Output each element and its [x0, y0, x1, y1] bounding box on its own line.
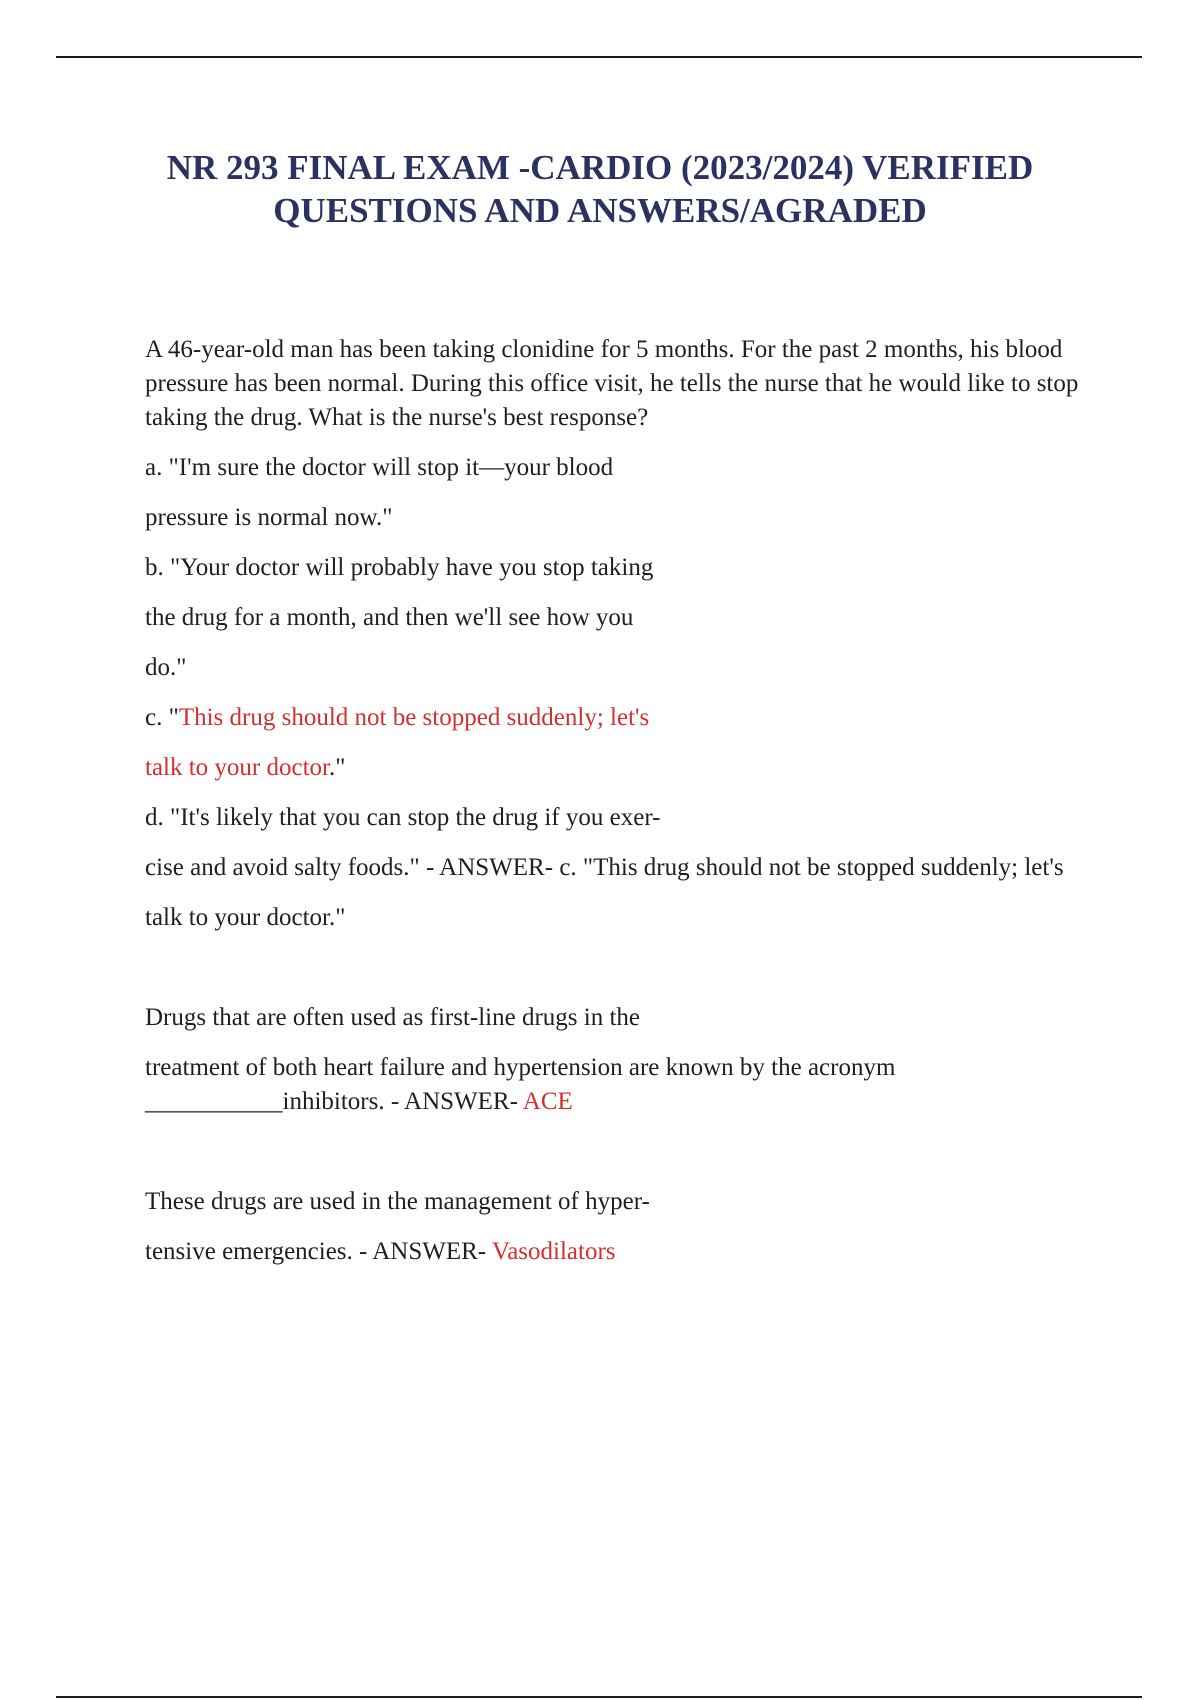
question-2-text: treatment of both heart failure and hypertension are known by the acronym ___________inhibitors. [145, 1054, 896, 1115]
option-c-prefix: c. " [145, 704, 179, 731]
question-1 [145, 333, 1085, 935]
question-2-line-1: Drugs that are often used as first-line drugs in the [145, 1004, 641, 1031]
option-c-line-1 [145, 701, 1085, 735]
question-3 [145, 1185, 1085, 1269]
option-b-line-1: b. "Your doctor will probably have you stop taking [145, 554, 654, 581]
option-a-line-1: a. "I'm sure the doctor will stop it—your blood [145, 454, 614, 481]
answer-marker: - ANSWER- [359, 1238, 492, 1265]
question-3-line-1: These drugs are used in the management of hyper- [145, 1188, 650, 1215]
option-d-line-1: d. "It's likely that you can stop the drug if you exer- [145, 804, 661, 831]
option-a-line-2: pressure is normal now." [145, 504, 393, 531]
title-line-2: QUESTIONS AND ANSWERS/AGRADED [273, 191, 927, 230]
bottom-rule [56, 1696, 1142, 1698]
question-3-text: tensive emergencies. [145, 1238, 360, 1265]
answer-marker: - ANSWER- [390, 1088, 523, 1115]
question-1-answer-line-2: talk to your doctor." [145, 904, 346, 931]
answer-marker: - ANSWER- [425, 854, 560, 881]
question-1-answer: c. "This drug should not be stopped suddenly; let's [559, 854, 1064, 881]
document-body [145, 333, 1085, 1269]
question-1-stem: A 46-year-old man has been taking clonidine for 5 months. For the past 2 months, his blood pressure has been normal. During this office visit, he tells the nurse that he would like to stop taking the drug. What is the nurse's best response? [145, 336, 1079, 431]
option-c-suffix: ." [329, 754, 346, 781]
option-b-line-2: the drug for a month, and then we'll see how you [145, 604, 634, 631]
option-c-highlight-2: talk to your doctor [145, 754, 329, 781]
question-2-line-2 [145, 1051, 1085, 1119]
option-d-line-2: cise and avoid salty foods." [145, 854, 426, 881]
question-2-answer: ACE [522, 1088, 573, 1115]
question-2 [145, 1001, 1085, 1119]
question-3-answer: Vasodilators [491, 1238, 616, 1265]
option-d-line-2-with-answer [145, 851, 1085, 885]
document-title [100, 146, 1100, 232]
option-c-line-2 [145, 751, 1085, 785]
option-b-line-3: do." [145, 654, 187, 681]
top-rule [56, 56, 1142, 58]
question-3-line-2 [145, 1235, 1085, 1269]
option-c-highlight-1: This drug should not be stopped suddenly; let's [178, 704, 650, 731]
title-line-1: NR 293 FINAL EXAM -CARDIO (2023/2024) VERIFIED [166, 148, 1034, 187]
